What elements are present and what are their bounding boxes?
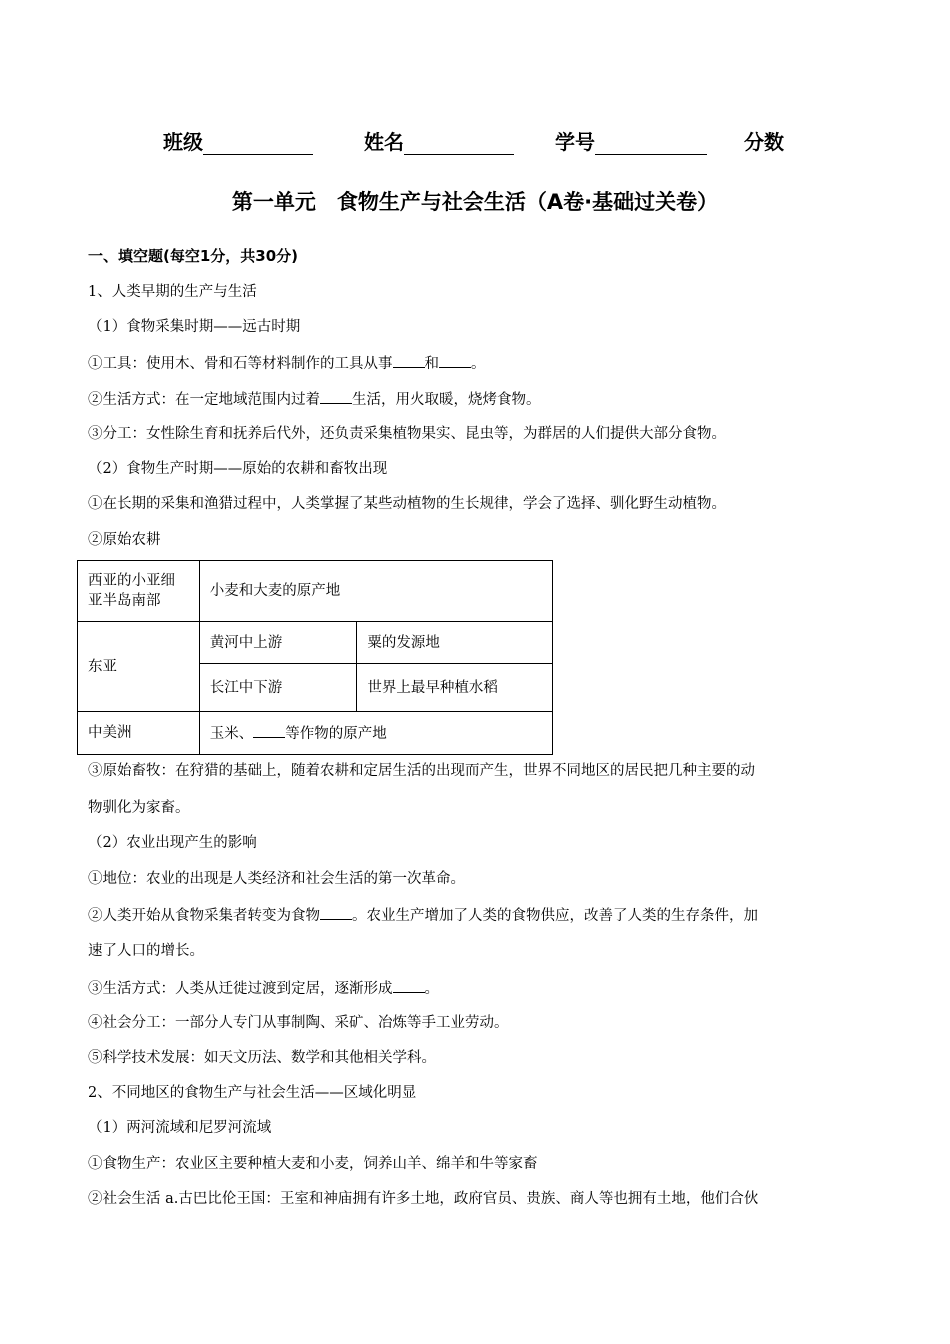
answer-blank[interactable] (393, 352, 425, 368)
table-cell: 西亚的小亚细亚半岛南部 (78, 561, 200, 622)
item-herding: ③原始畜牧：在狩猎的基础上，随着农耕和定居生活的出现而产生，世界不同地区的居民把几种主要的动 (88, 763, 755, 779)
subheading-river-valleys: （1）两河流域和尼罗河流域 (88, 1120, 272, 1136)
name-blank[interactable] (404, 134, 514, 155)
name-field (364, 126, 514, 155)
section-heading: 一、填空题(每空1分，共30分) (88, 247, 299, 265)
answer-blank[interactable] (439, 352, 471, 368)
class-field (163, 126, 313, 155)
answer-blank[interactable] (253, 722, 285, 738)
page-title: 第一单元 食物生产与社会生活（A卷·基础过关卷） (231, 190, 719, 214)
question-1: 1、人类早期的生产与生活 (88, 284, 257, 300)
item-herding-cont: 物驯化为家畜。 (88, 800, 190, 816)
answer-blank[interactable] (320, 388, 352, 404)
question-2: 2、不同地区的食物生产与社会生活——区域化明显 (88, 1085, 417, 1101)
table-cell: 世界上最早种植水稻 (357, 664, 553, 712)
score-label: 分数 (744, 130, 784, 154)
class-blank[interactable] (203, 134, 313, 155)
item-tools: ①工具：使用木、骨和石等材料制作的工具从事 和 。 (88, 352, 486, 374)
subheading-food-production: （2）食物生产时期——原始的农耕和畜牧出现 (88, 461, 388, 477)
table-cell: 东亚 (78, 622, 200, 712)
table-cell: 黄河中上游 (199, 622, 357, 664)
table-cell: 粟的发源地 (357, 622, 553, 664)
item-science: ⑤科学技术发展：如天文历法、数学和其他相关学科。 (88, 1050, 436, 1066)
table-row (78, 561, 553, 622)
table-cell: 中美洲 (78, 712, 200, 755)
item-farming: ②原始农耕 (88, 532, 161, 548)
table-cell: 长江中下游 (199, 664, 357, 712)
student-info-row (0, 126, 950, 158)
id-field (555, 126, 707, 155)
item-social-life: ②社会生活 a.古巴比伦王国：王室和神庙拥有许多土地，政府官员、贵族、商人等也拥有土地，他们合伙 (88, 1191, 759, 1207)
item-status: ①地位：农业的出现是人类经济和社会生活的第一次革命。 (88, 871, 465, 887)
item-domestication: ①在长期的采集和渔猎过程中，人类掌握了某些动植物的生长规律，学会了选择、驯化野生动植物。 (88, 496, 726, 512)
table-cell: 小麦和大麦的原产地 (199, 561, 552, 622)
answer-blank[interactable] (393, 977, 425, 993)
subheading-impact: （2）农业出现产生的影响 (88, 835, 257, 851)
subheading-food-gathering: （1）食物采集时期——远古时期 (88, 319, 301, 335)
item-settlement: ③生活方式：人类从迁徙过渡到定居，逐渐形成 。 (88, 977, 439, 999)
class-label: 班级 (163, 130, 203, 154)
item-lifestyle: ②生活方式：在一定地域范围内过着 生活，用火取暖，烧烤食物。 (88, 388, 541, 410)
item-producer-cont: 速了人口的增长。 (88, 943, 204, 959)
table-row (78, 712, 553, 755)
farming-origins-table (77, 560, 553, 755)
item-division: ③分工：女性除生育和抚养后代外，还负责采集植物果实、昆虫等，为群居的人们提供大部分食物。 (88, 426, 726, 442)
item-food-production: ①食物生产：农业区主要种植大麦和小麦，饲养山羊、绵羊和牛等家畜 (88, 1156, 538, 1172)
id-blank[interactable] (595, 134, 707, 155)
id-label: 学号 (555, 130, 595, 154)
item-producer: ②人类开始从食物采集者转变为食物 。农业生产增加了人类的食物供应，改善了人类的生存条件，加 (88, 904, 758, 926)
table-cell: 玉米、 等作物的原产地 (199, 712, 552, 755)
name-label: 姓名 (364, 130, 404, 154)
score-field (744, 126, 784, 155)
answer-blank[interactable] (320, 904, 352, 920)
item-labor-division: ④社会分工：一部分人专门从事制陶、采矿、冶炼等手工业劳动。 (88, 1015, 509, 1031)
table-row (78, 622, 553, 664)
